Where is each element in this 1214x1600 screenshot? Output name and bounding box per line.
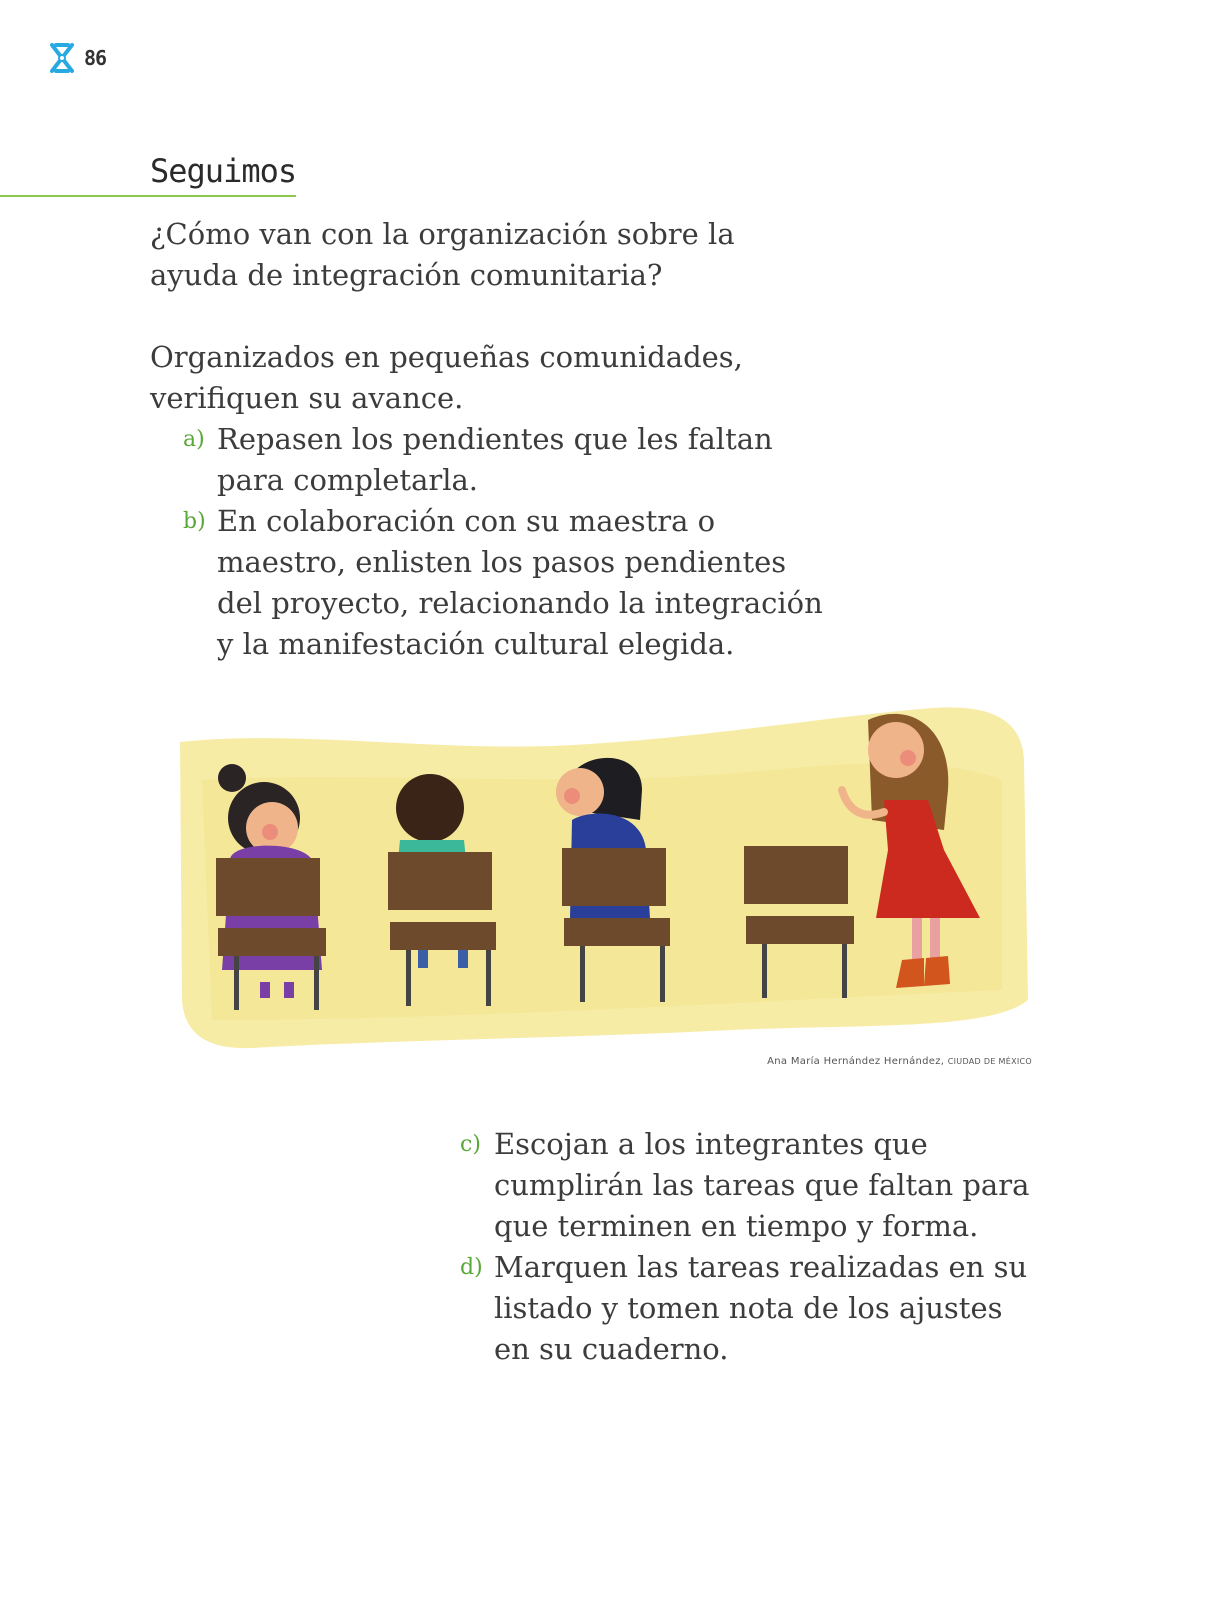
list-item-line: En colaboración con su maestra o [217, 504, 716, 538]
question-paragraph [150, 214, 735, 296]
list-item-text [494, 1124, 1029, 1247]
list-item-text [217, 419, 773, 501]
list-item-line: Escojan a los integrantes que [494, 1127, 928, 1161]
list-item-line: Marquen las tareas realizadas en su [494, 1250, 1028, 1284]
list-item-text [217, 501, 823, 665]
list-marker: c) [460, 1132, 481, 1157]
credit-name: Ana María Hernández Hernández, [767, 1056, 945, 1067]
classroom-illustration [172, 700, 1032, 1060]
section-title-rule [0, 195, 296, 197]
instruction-paragraph [150, 337, 743, 419]
credit-place: CIUDAD DE MÉXICO [947, 1057, 1032, 1066]
section-title: Seguimos [150, 152, 297, 190]
list-item-line: cumplirán las tareas que faltan para [494, 1168, 1030, 1202]
instruction-line: Organizados en pequeñas comunidades, [150, 340, 743, 374]
list-item-line: y la manifestación cultural elegida. [217, 627, 735, 661]
list-marker: b) [183, 509, 206, 534]
page-header [48, 40, 106, 76]
list-marker: a) [183, 427, 205, 452]
question-line: ¿Cómo van con la organización sobre la [150, 217, 735, 251]
list-item-line: que terminen en tiempo y forma. [494, 1209, 979, 1243]
illustration-credit [767, 1056, 1032, 1067]
list-item-line: en su cuaderno. [494, 1332, 729, 1366]
list-item-text [494, 1247, 1027, 1370]
list-item-line: del proyecto, relacionando la integración [217, 586, 823, 620]
list-item-line: para completarla. [217, 463, 479, 497]
list-marker: d) [460, 1255, 483, 1280]
instruction-line: verifiquen su avance. [150, 381, 464, 415]
question-line: ayuda de integración comunitaria? [150, 258, 663, 292]
list-item-line: listado y tomen nota de los ajustes [494, 1291, 1003, 1325]
list-item-line: Repasen los pendientes que les faltan [217, 422, 773, 456]
book-series-logo-icon [48, 41, 76, 75]
page-number: 86 [84, 46, 107, 70]
list-item-line: maestro, enlisten los pasos pendientes [217, 545, 787, 579]
